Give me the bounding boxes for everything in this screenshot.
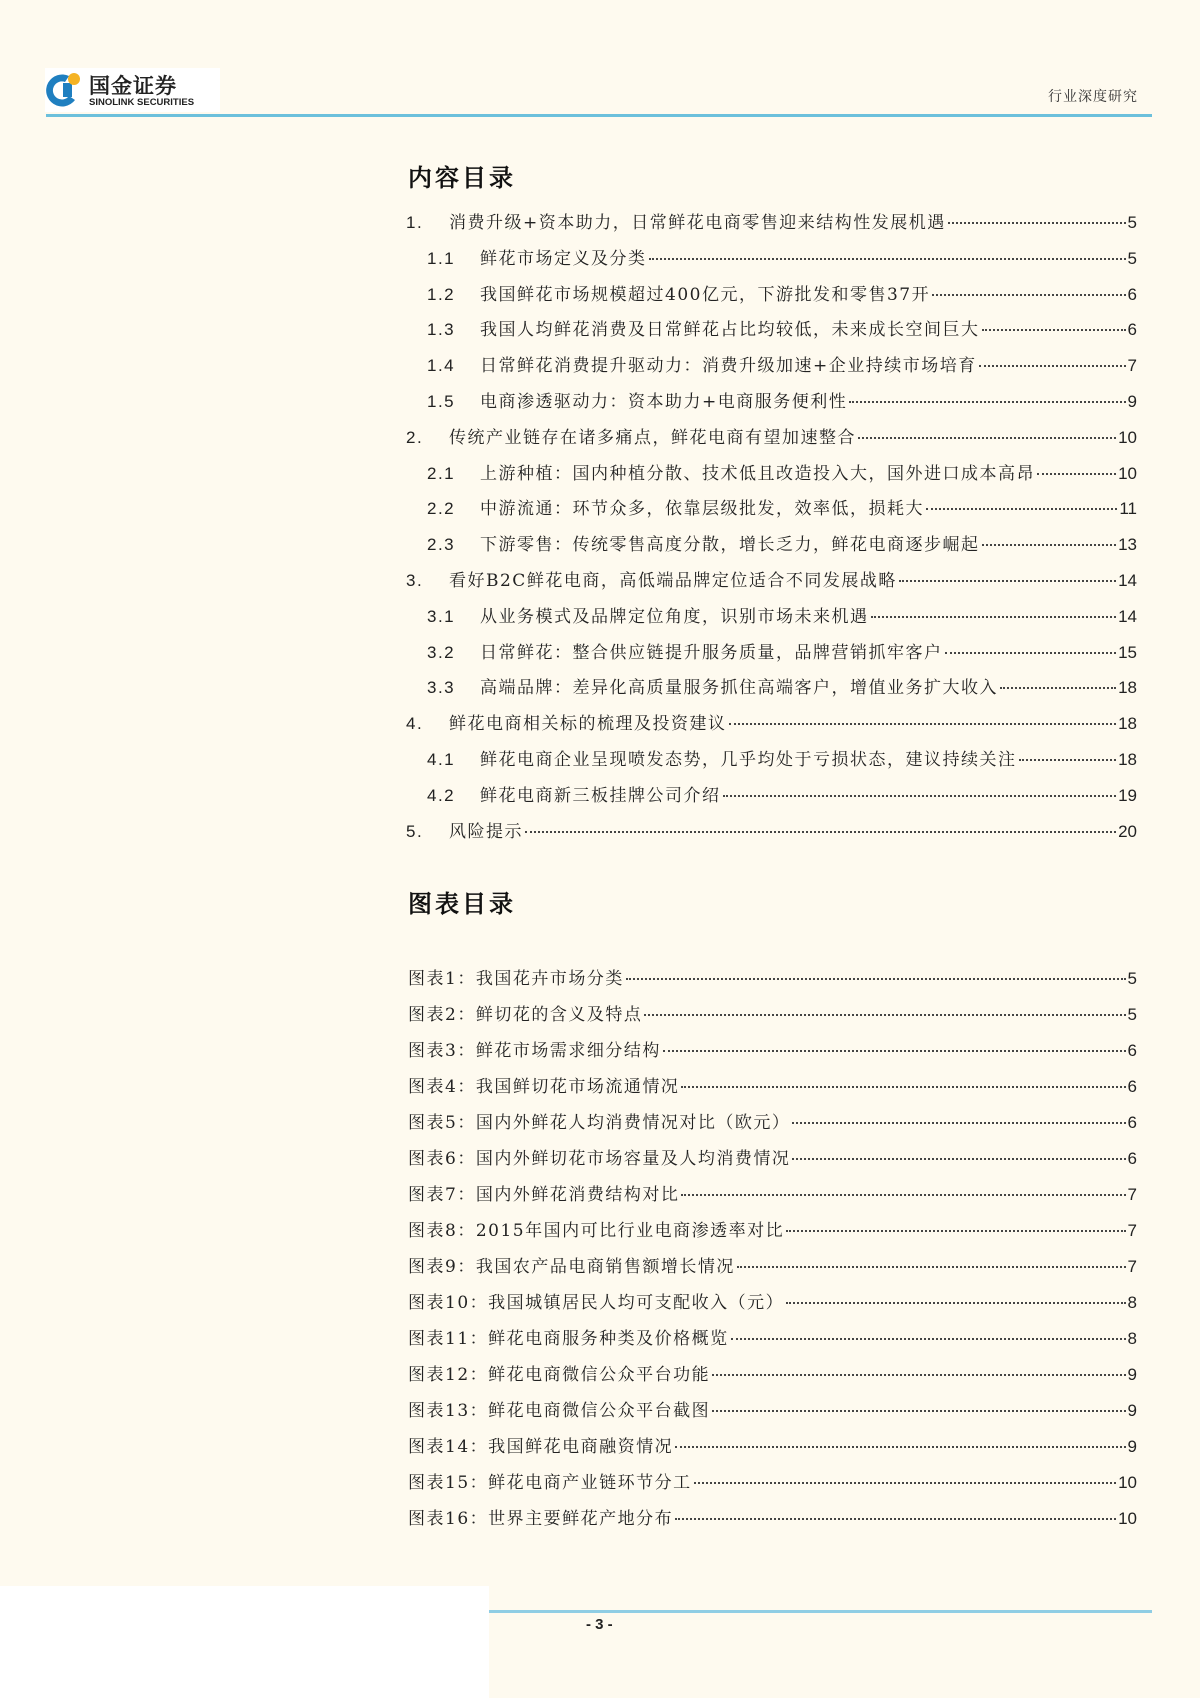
toc-entry[interactable]	[406, 208, 1137, 232]
dot-leader	[926, 508, 1117, 510]
toc-entry-number: 3.	[406, 571, 424, 590]
figure-entry[interactable]	[408, 1180, 1137, 1204]
toc-entry[interactable]	[406, 817, 1137, 841]
dot-leader	[737, 1266, 1126, 1268]
toc-entry[interactable]	[427, 280, 1137, 304]
toc-entry-page: 10	[1118, 463, 1137, 483]
page-number: - 3 -	[586, 1616, 613, 1633]
toc-entry[interactable]	[427, 673, 1137, 697]
figure-entry-title: 图表9：我国农产品电商销售额增长情况	[408, 1257, 735, 1277]
figures-list-title: 图表目录	[408, 890, 516, 918]
toc-entry-number: 1.4	[427, 356, 456, 376]
figure-entry[interactable]	[408, 964, 1137, 988]
figure-entry[interactable]	[408, 1144, 1137, 1168]
figure-entry-page: 6	[1127, 1077, 1137, 1096]
toc-entry-number: 4.	[406, 714, 424, 734]
toc-entry-page: 14	[1118, 571, 1137, 590]
figure-entry[interactable]	[408, 1468, 1137, 1492]
toc-entry-title: 日常鲜花：整合供应链提升服务质量，品牌营销抓牢客户	[480, 642, 943, 663]
figure-entry-page: 7	[1127, 1221, 1137, 1240]
toc-entry-page: 20	[1118, 821, 1137, 841]
company-logo	[45, 68, 220, 112]
dot-leader	[675, 1446, 1125, 1448]
toc-entry-number: 1.3	[427, 320, 456, 340]
toc-entry-page: 5	[1127, 213, 1137, 232]
toc-entry-title: 高端品牌：差异化高质量服务抓住高端客户，增值业务扩大收入	[480, 678, 998, 699]
toc-entry-number: 2.2	[427, 499, 456, 519]
dot-leader	[694, 1482, 1116, 1484]
figure-entry-title: 图表7：国内外鲜花消费结构对比	[408, 1185, 680, 1205]
dot-leader	[712, 1410, 1125, 1412]
toc-entry-number: 2.3	[427, 535, 456, 555]
dot-leader	[786, 1230, 1125, 1232]
toc-entry-title: 鲜花电商企业呈现喷发态势，几乎均处于亏损状态，建议持续关注	[480, 750, 1017, 770]
figure-entry-page: 6	[1127, 1041, 1137, 1060]
toc-entry-page: 14	[1118, 606, 1137, 626]
toc-entry-number: 2.1	[427, 463, 456, 483]
figure-entry[interactable]	[408, 1252, 1137, 1276]
dot-leader	[792, 1158, 1125, 1160]
dot-leader	[525, 831, 1116, 833]
figure-entry-title: 图表15：鲜花电商产业链环节分工	[408, 1473, 692, 1493]
figure-entry[interactable]	[408, 1036, 1137, 1060]
dot-leader	[948, 222, 1126, 224]
logo-chinese-name: 国金证券	[89, 74, 177, 98]
dot-leader	[932, 294, 1125, 296]
toc-entry-page: 7	[1127, 356, 1137, 376]
dot-leader	[644, 1014, 1125, 1016]
toc-entry-page: 15	[1118, 642, 1137, 662]
figure-entry[interactable]	[408, 1072, 1137, 1096]
toc-entry-number: 1.	[406, 213, 424, 232]
toc-entry[interactable]	[427, 315, 1137, 339]
dot-leader	[681, 1194, 1125, 1196]
dot-leader	[1037, 473, 1116, 475]
dot-leader	[982, 544, 1117, 546]
toc-title: 内容目录	[408, 164, 516, 192]
figure-entry-page: 9	[1127, 1365, 1137, 1384]
dot-leader	[649, 258, 1126, 260]
toc-entry-page: 18	[1118, 678, 1137, 698]
figure-entry-page: 6	[1127, 1149, 1137, 1168]
figure-entry[interactable]	[408, 1288, 1137, 1312]
dot-leader	[731, 1338, 1126, 1340]
toc-entry-title: 电商渗透驱动力：资本助力+电商服务便利性	[480, 392, 848, 412]
toc-entry[interactable]	[427, 244, 1137, 268]
toc-entry-number: 2.	[406, 427, 424, 447]
figure-entry-page: 9	[1127, 1437, 1137, 1456]
toc-entry[interactable]	[427, 351, 1137, 375]
figure-entry-page: 6	[1127, 1113, 1137, 1132]
figure-entry-title: 图表11：鲜花电商服务种类及价格概览	[408, 1329, 729, 1349]
figure-entry[interactable]	[408, 1216, 1137, 1240]
figure-entry-title: 图表8：2015年国内可比行业电商渗透率对比	[408, 1221, 785, 1241]
dot-leader	[979, 365, 1126, 367]
toc-entry[interactable]	[427, 387, 1137, 411]
toc-entry[interactable]	[427, 781, 1137, 805]
toc-entry-number: 3.1	[427, 606, 456, 626]
toc-entry-number: 3.3	[427, 678, 456, 698]
figure-entry-page: 5	[1127, 1005, 1137, 1024]
figure-entry-page: 9	[1127, 1401, 1137, 1420]
dot-leader	[871, 616, 1117, 618]
dot-leader	[723, 795, 1117, 797]
dot-leader	[899, 580, 1116, 582]
toc-entry-title: 我国鲜花市场规模超过400亿元，下游批发和零售37开	[480, 284, 931, 305]
toc-entry-title: 消费升级+资本助力，日常鲜花电商零售迎来结构性发展机遇	[449, 213, 946, 233]
dot-leader	[982, 329, 1126, 331]
toc-entry-page: 11	[1119, 499, 1137, 519]
toc-entry-title: 看好B2C鲜花电商，高低端品牌定位适合不同发展战略	[449, 571, 897, 591]
figure-entry-page: 5	[1127, 969, 1137, 988]
figure-entry[interactable]	[408, 1108, 1137, 1132]
figure-entry-page: 10	[1118, 1509, 1137, 1528]
dot-leader	[1000, 687, 1116, 689]
dot-leader	[675, 1518, 1116, 1520]
toc-entry-page: 6	[1127, 320, 1137, 340]
figure-entry-title: 图表12：鲜花电商微信公众平台功能	[408, 1365, 711, 1385]
figure-entry-title: 图表2：鲜切花的含义及特点	[408, 1005, 643, 1025]
dot-leader	[1019, 759, 1117, 761]
logo-mark-icon	[45, 70, 83, 110]
dot-leader	[626, 978, 1126, 980]
toc-entry-title: 下游零售：传统零售高度分散，增长乏力，鲜花电商逐步崛起	[480, 535, 980, 556]
toc-entry-number: 3.2	[427, 642, 456, 662]
toc-entry-page: 10	[1118, 427, 1137, 447]
figure-entry[interactable]	[408, 1000, 1137, 1024]
toc-entry[interactable]	[406, 423, 1137, 447]
toc-entry-number: 1.5	[427, 392, 456, 411]
toc-entry-number: 4.1	[427, 750, 456, 769]
dot-leader	[729, 723, 1117, 725]
toc-entry-title: 中游流通：环节众多，依靠层级批发，效率低，损耗大	[480, 499, 924, 520]
toc-entry-page: 18	[1118, 750, 1137, 769]
figure-entry[interactable]	[408, 1360, 1137, 1384]
toc-entry-title: 上游种植：国内种植分散、技术低且改造投入大，国外进口成本高昂	[480, 463, 1035, 484]
toc-entry-title: 我国人均鲜花消费及日常鲜花占比均较低，未来成长空间巨大	[480, 320, 980, 341]
figure-entry-page: 8	[1127, 1293, 1137, 1312]
toc-entry-title: 日常鲜花消费提升驱动力：消费升级加速+企业持续市场培育	[480, 356, 977, 377]
toc-entry-number: 5.	[406, 821, 424, 841]
toc-entry[interactable]	[427, 602, 1137, 626]
report-type-label: 行业深度研究	[1048, 89, 1138, 105]
figure-entry-title: 图表1：我国花卉市场分类	[408, 969, 624, 989]
toc-entry-number: 1.2	[427, 284, 456, 304]
figure-entry-page: 7	[1127, 1185, 1137, 1204]
dot-leader	[849, 401, 1125, 403]
toc-entry[interactable]	[406, 709, 1137, 733]
toc-entry-number: 1.1	[427, 248, 456, 268]
dot-leader	[792, 1122, 1125, 1124]
figure-entry[interactable]	[408, 1432, 1137, 1456]
toc-entry[interactable]	[427, 459, 1137, 483]
dot-leader	[945, 652, 1117, 654]
toc-entry-title: 鲜花电商新三板挂牌公司介绍	[480, 785, 721, 806]
toc-entry[interactable]	[427, 530, 1137, 554]
figure-entry-title: 图表3：鲜花市场需求细分结构	[408, 1041, 661, 1061]
logo-english-name: SINOLINK SECURITIES	[89, 97, 195, 108]
figure-entry-title: 图表5：国内外鲜花人均消费情况对比（欧元）	[408, 1113, 791, 1133]
toc-entry-page: 9	[1127, 392, 1137, 411]
figure-entry-page: 7	[1127, 1257, 1137, 1276]
toc-entry[interactable]	[406, 566, 1137, 590]
toc-entry-title: 风险提示	[449, 821, 523, 842]
toc-entry[interactable]	[427, 494, 1137, 518]
toc-entry-page: 6	[1127, 284, 1137, 304]
figure-entry-title: 图表16：世界主要鲜花产地分布	[408, 1509, 674, 1529]
toc-entry-title: 鲜花电商相关标的梳理及投资建议	[449, 714, 727, 735]
dot-leader	[786, 1302, 1125, 1304]
toc-entry-page: 5	[1127, 248, 1137, 268]
dot-leader	[858, 437, 1116, 439]
figure-entry[interactable]	[408, 1504, 1137, 1528]
figure-entry-page: 8	[1127, 1329, 1137, 1348]
toc-entry-page: 13	[1118, 535, 1137, 555]
figure-entry-page: 10	[1118, 1473, 1137, 1492]
toc-entry[interactable]	[427, 745, 1137, 769]
footer-blank-area	[0, 1586, 489, 1698]
toc-entry-page: 19	[1118, 785, 1137, 805]
toc-entry-title: 鲜花市场定义及分类	[480, 248, 647, 269]
toc-entry-page: 18	[1118, 714, 1137, 734]
figure-entry-title: 图表4：我国鲜切花市场流通情况	[408, 1077, 680, 1097]
toc-entry-title: 从业务模式及品牌定位角度，识别市场未来机遇	[480, 606, 869, 627]
header-divider	[46, 114, 1152, 117]
figure-entry-title: 图表10：我国城镇居民人均可支配收入（元）	[408, 1293, 785, 1313]
figure-entry-title: 图表6：国内外鲜切花市场容量及人均消费情况	[408, 1149, 791, 1169]
figure-entry[interactable]	[408, 1324, 1137, 1348]
dot-leader	[681, 1086, 1125, 1088]
dot-leader	[712, 1374, 1125, 1376]
figure-entry[interactable]	[408, 1396, 1137, 1420]
toc-entry-number: 4.2	[427, 785, 456, 805]
figure-entry-title: 图表14：我国鲜花电商融资情况	[408, 1437, 674, 1457]
toc-entry[interactable]	[427, 638, 1137, 662]
figure-entry-title: 图表13：鲜花电商微信公众平台截图	[408, 1401, 711, 1421]
dot-leader	[663, 1050, 1126, 1052]
toc-entry-title: 传统产业链存在诸多痛点，鲜花电商有望加速整合	[449, 427, 856, 448]
footer-divider	[489, 1610, 1152, 1613]
